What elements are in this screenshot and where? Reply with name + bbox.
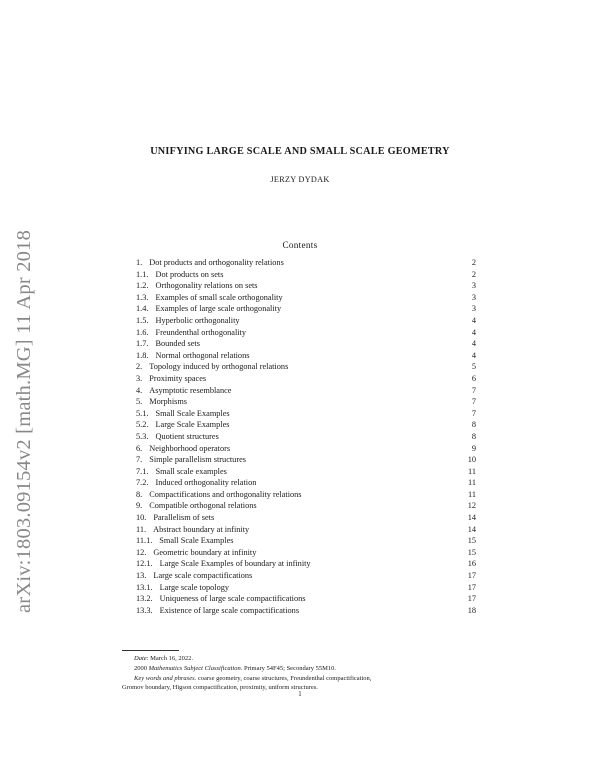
toc-entry-title: Large Scale Examples of boundary at infinity [159, 559, 311, 569]
toc-entry-page: 11 [468, 478, 476, 488]
toc-entry[interactable] [136, 500, 476, 512]
toc-entry-title: Examples of small scale orthogonality [155, 292, 283, 302]
toc-entry-title: Large scale topology [159, 582, 230, 592]
toc-entry-number: 1. [136, 258, 143, 267]
toc-entry-number: 12.1. [136, 559, 153, 569]
toc-entry-page: 2 [471, 269, 476, 279]
toc-entry-number: 5. [136, 397, 143, 407]
toc-entry-number: 11.1. [136, 536, 153, 546]
toc-entry-number: 1.6. [136, 327, 149, 337]
toc-entry-number: 6. [136, 443, 143, 453]
toc-entry-number: 11. [136, 524, 147, 534]
toc-entry-title: Compactifications and orthogonality relations [149, 489, 302, 499]
toc-entry-page: 17 [467, 571, 476, 581]
toc-entry-number: 10. [136, 513, 147, 523]
toc-entry-number: 12. [136, 547, 147, 557]
toc-entry[interactable] [136, 303, 476, 315]
arxiv-identifier-stamp: arXiv:1803.09154v2 [math.MG] 11 Apr 2018 [13, 229, 35, 613]
table-of-contents [136, 257, 476, 616]
toc-entry[interactable] [136, 408, 476, 420]
toc-entry-title: Bounded sets [155, 339, 200, 349]
page-number: 1 [298, 691, 302, 698]
toc-entry[interactable] [136, 570, 476, 582]
toc-entry[interactable] [136, 419, 476, 431]
toc-entry-page: 7 [471, 397, 476, 407]
toc-entry-page: 4 [471, 350, 476, 360]
toc-entry[interactable] [136, 547, 476, 559]
toc-entry-title: Small Scale Examples [155, 408, 230, 418]
toc-entry-page: 6 [471, 373, 476, 383]
toc-entry-page: 8 [471, 420, 476, 430]
toc-entry-page: 7 [471, 385, 476, 395]
toc-entry[interactable] [136, 338, 476, 350]
toc-entry-page: 3 [471, 304, 476, 314]
footnote-keywords-continued: Gromov boundary, Higson compactification, proximity, uniform structures. [122, 684, 318, 692]
toc-entry-number: 8. [136, 489, 143, 499]
toc-entry[interactable] [136, 373, 476, 385]
toc-entry-title: Dot products and orthogonality relations [149, 258, 284, 267]
toc-entry-number: 13. [136, 571, 147, 581]
toc-entry[interactable] [136, 477, 476, 489]
toc-entry[interactable] [136, 443, 476, 455]
toc-entry-number: 3. [136, 373, 143, 383]
toc-entry[interactable] [136, 535, 476, 547]
toc-entry-page: 18 [467, 605, 476, 615]
toc-entry-title: Induced orthogonality relation [155, 478, 257, 488]
toc-entry-title: Hyperbolic orthogonality [155, 315, 240, 325]
toc-entry-page: 8 [471, 431, 476, 441]
toc-entry-title: Proximity spaces [149, 373, 207, 383]
footnote-keywords: Key words and phrases. coarse geometry, coarse structures, Freundenthal compactification, [134, 674, 372, 682]
toc-entry-page: 2 [471, 258, 476, 267]
toc-entry-title: Parallelism of sets [153, 513, 215, 523]
toc-entry-number: 1.5. [136, 315, 149, 325]
toc-entry-title: Normal orthogonal relations [155, 350, 250, 360]
toc-entry-title: Uniqueness of large scale compactifications [159, 594, 306, 604]
toc-entry[interactable] [136, 280, 476, 292]
toc-entry-title: Neighborhood operators [149, 443, 231, 453]
toc-entry-number: 1.1. [136, 269, 149, 279]
toc-entry-number: 5.1. [136, 408, 149, 418]
paper-title: UNIFYING LARGE SCALE AND SMALL SCALE GEOMETRY [150, 146, 450, 157]
toc-entry[interactable] [136, 582, 476, 594]
toc-entry-page: 17 [467, 594, 476, 604]
toc-entry-title: Large scale compactifications [153, 571, 253, 581]
toc-entry[interactable] [136, 593, 476, 605]
toc-entry[interactable] [136, 558, 476, 570]
toc-entry-number: 7. [136, 455, 143, 465]
toc-entry-page: 15 [467, 536, 476, 546]
toc-entry[interactable] [136, 396, 476, 408]
toc-entry-title: Existence of large scale compactifications [159, 605, 300, 615]
toc-entry[interactable] [136, 350, 476, 362]
footnote-msc: 2000 Mathematics Subject Classification. Primary 54F45; Secondary 55M10. [134, 664, 337, 672]
toc-entry-page: 3 [471, 292, 476, 302]
toc-entry-title: Abstract boundary at infinity [153, 524, 250, 534]
toc-entry[interactable] [136, 489, 476, 501]
toc-entry-title: Dot products on sets [155, 269, 224, 279]
toc-entry-page: 16 [467, 559, 476, 569]
toc-entry-title: Orthogonality relations on sets [155, 281, 258, 291]
toc-entry[interactable] [136, 524, 476, 536]
toc-entry-number: 4. [136, 385, 143, 395]
toc-entry[interactable] [136, 605, 476, 617]
toc-entry[interactable] [136, 466, 476, 478]
toc-entry[interactable] [136, 257, 476, 269]
toc-entry-page: 17 [467, 582, 476, 592]
toc-entry-page: 14 [467, 513, 476, 523]
footnote-date: Date: March 16, 2022. [134, 655, 194, 662]
toc-entry[interactable] [136, 327, 476, 339]
toc-entry[interactable] [136, 431, 476, 443]
toc-entry-number: 5.2. [136, 420, 149, 430]
toc-entry-title: Topology induced by orthogonal relations [149, 362, 289, 372]
toc-entry-page: 10 [467, 455, 476, 465]
toc-entry-page: 3 [471, 281, 476, 291]
toc-entry-number: 1.7. [136, 339, 149, 349]
toc-entry-title: Small Scale Examples [159, 536, 234, 546]
toc-heading: Contents [282, 240, 318, 250]
toc-entry-number: 13.2. [136, 594, 153, 604]
toc-entry-page: 11 [468, 466, 476, 476]
toc-entry-number: 1.4. [136, 304, 149, 314]
toc-entry-page: 15 [467, 547, 476, 557]
footnote-rule [122, 650, 179, 651]
toc-entry-number: 13.3. [136, 605, 153, 615]
toc-entry[interactable] [136, 315, 476, 327]
toc-entry-page: 14 [467, 524, 476, 534]
toc-entry-page: 4 [471, 315, 476, 325]
toc-entry-title: Compatible orthogonal relations [149, 501, 257, 511]
toc-entry-title: Large Scale Examples [155, 420, 230, 430]
toc-entry-page: 12 [467, 501, 476, 511]
toc-entry-page: 5 [471, 362, 476, 372]
footnotes [122, 654, 482, 693]
toc-entry-page: 9 [471, 443, 476, 453]
toc-entry[interactable] [136, 454, 476, 466]
toc-entry-number: 9. [136, 501, 143, 511]
toc-entry-number: 7.1. [136, 466, 149, 476]
toc-entry-title: Small scale examples [155, 466, 227, 476]
toc-entry-number: 1.2. [136, 281, 149, 291]
toc-entry-page: 4 [471, 327, 476, 337]
toc-entry-number: 2. [136, 362, 143, 372]
toc-entry-title: Simple parallelism structures [149, 455, 247, 465]
toc-entry-title: Morphisms [149, 397, 188, 407]
toc-entry-page: 11 [468, 489, 476, 499]
toc-entry-title: Asymptotic resemblance [149, 385, 232, 395]
toc-entry-number: 1.8. [136, 350, 149, 360]
toc-entry-title: Quotient structures [155, 431, 219, 441]
toc-entry-page: 7 [471, 408, 476, 418]
toc-entry-page: 4 [471, 339, 476, 349]
toc-entry-number: 7.2. [136, 478, 149, 488]
toc-entry-number: 1.3. [136, 292, 149, 302]
toc-entry-number: 13.1. [136, 582, 153, 592]
toc-entry[interactable] [136, 361, 476, 373]
toc-entry[interactable] [136, 292, 476, 304]
toc-entry[interactable] [136, 385, 476, 397]
toc-entry-title: Examples of large scale orthogonality [155, 304, 282, 314]
toc-entry-title: Geometric boundary at infinity [153, 547, 257, 557]
toc-entry-title: Freundenthal orthogonality [155, 327, 247, 337]
toc-entry[interactable] [136, 269, 476, 281]
toc-entry-number: 5.3. [136, 431, 149, 441]
toc-entry[interactable] [136, 512, 476, 524]
paper-author: JERZY DYDAK [270, 175, 330, 184]
